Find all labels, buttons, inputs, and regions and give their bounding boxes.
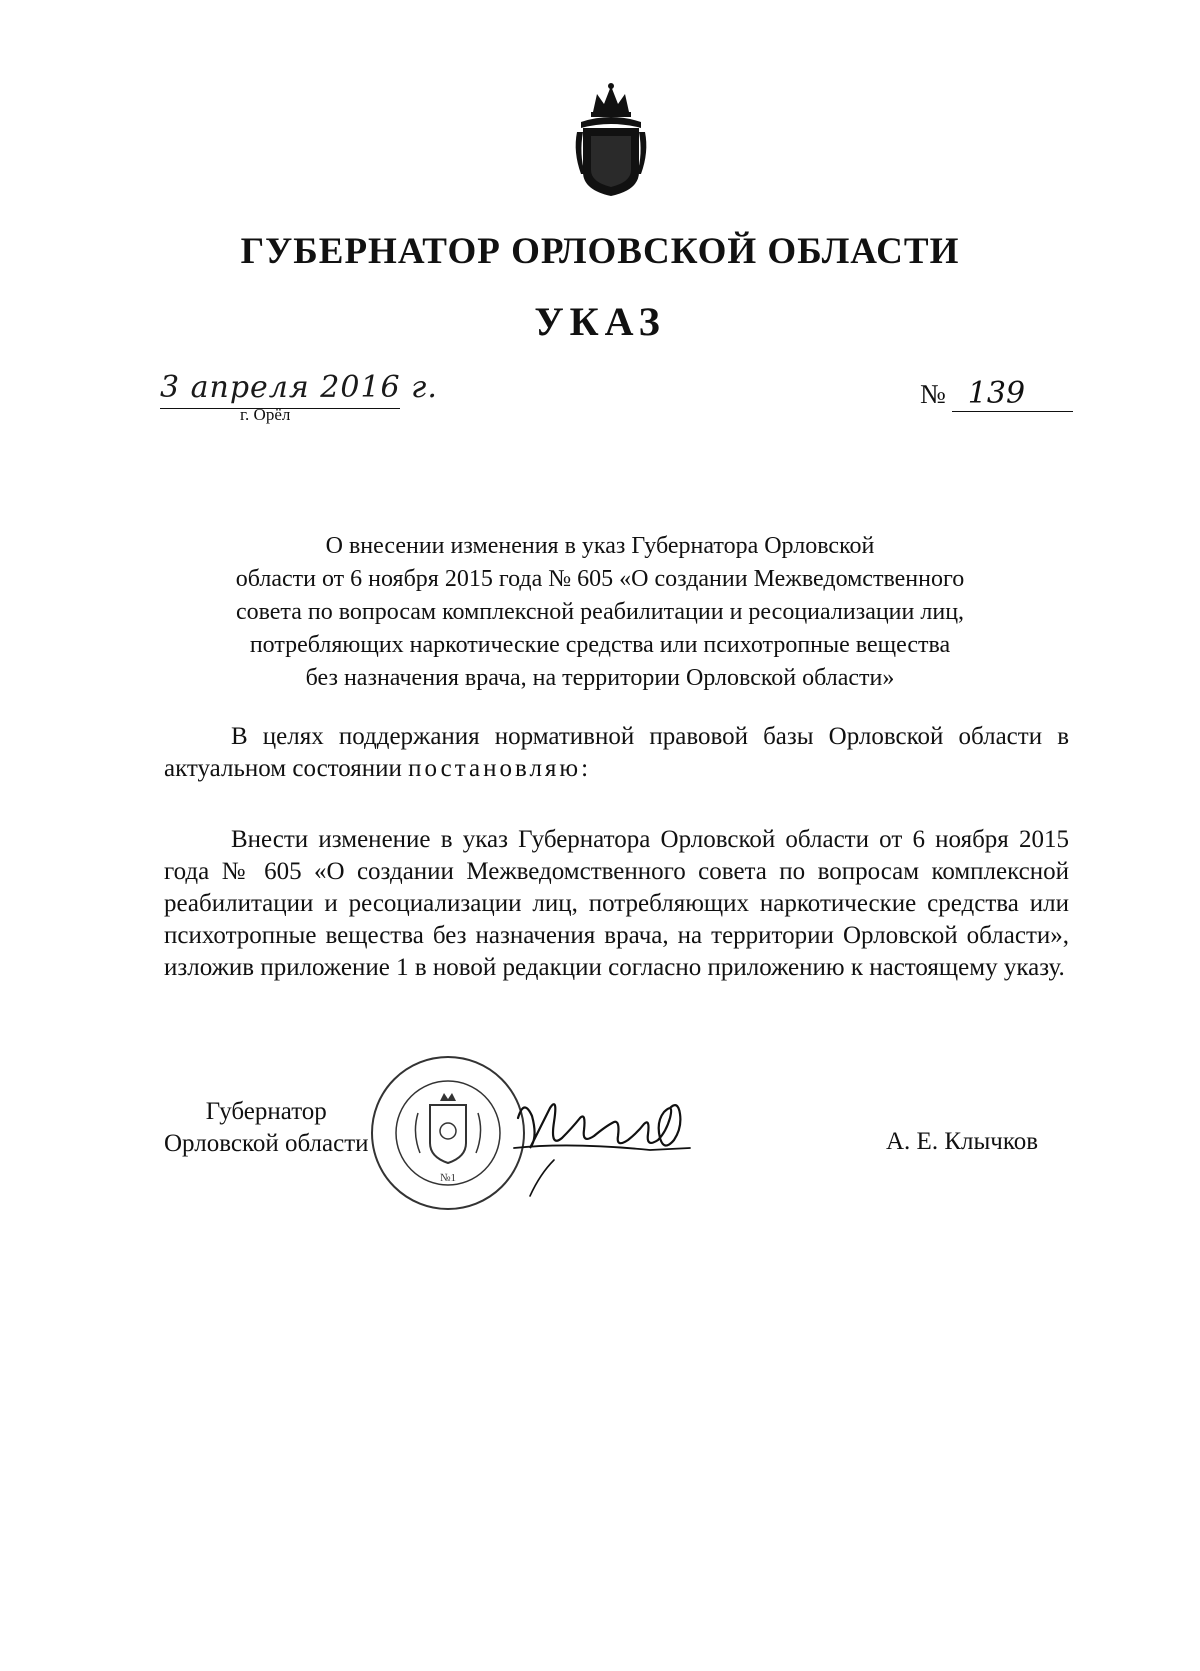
subject-line: совета по вопросам комплексной реабилитации и ресоциализации лиц, — [235, 599, 965, 625]
position-line: Губернатор — [205, 1098, 327, 1125]
city-label: г. Орёл — [240, 405, 291, 424]
handwritten-date: 3 апреля 2016 г. — [160, 370, 438, 405]
handwritten-signature — [510, 1078, 710, 1208]
preamble-colon: : — [581, 755, 589, 782]
document-subject — [160, 530, 1040, 695]
subject-line: области от 6 ноября 2015 года № 605 «О создании Межведомственного — [235, 566, 965, 592]
org-title: ГУБЕРНАТОР ОРЛОВСКОЙ ОБЛАСТИ — [240, 231, 960, 272]
decree-paragraph: Внести изменение в указ Губернатора Орловской области от 6 ноября 2015 года № 605 «О создании Межведомственного совета по вопросам комплексной реабилитации и ресоциализации лиц, потребляющих наркотические средства или психотропные вещества без назначения врача, на территории Орловской области», изложив приложение 1 в новой редакции согласно приложению к настоящему указу. — [164, 826, 1069, 981]
handwritten-number: 139 — [952, 376, 1073, 412]
signatory-name: А. Е. Клычков — [886, 1128, 1039, 1155]
signatory-position — [164, 1096, 369, 1160]
position-line: Орловской области — [164, 1130, 369, 1157]
coat-of-arms-icon — [571, 82, 651, 198]
official-seal-icon — [368, 1053, 528, 1213]
decree-word: постановляю — [408, 755, 582, 782]
preamble-text: В целях поддержания нормативной правовой базы Орловской области в актуальном состоянии — [164, 723, 1069, 782]
seal-number: №1 — [440, 1172, 456, 1184]
subject-line: О внесении изменения в указ Губернатора Орловской — [325, 533, 875, 559]
subject-line: без назначения врача, на территории Орловской области» — [305, 665, 895, 691]
document-number — [920, 376, 1073, 412]
subject-line: потребляющих наркотические средства или психотропные вещества — [249, 632, 951, 658]
preamble-paragraph — [164, 721, 1069, 785]
number-label: № — [920, 379, 946, 409]
document-type: УКАЗ — [534, 299, 666, 344]
